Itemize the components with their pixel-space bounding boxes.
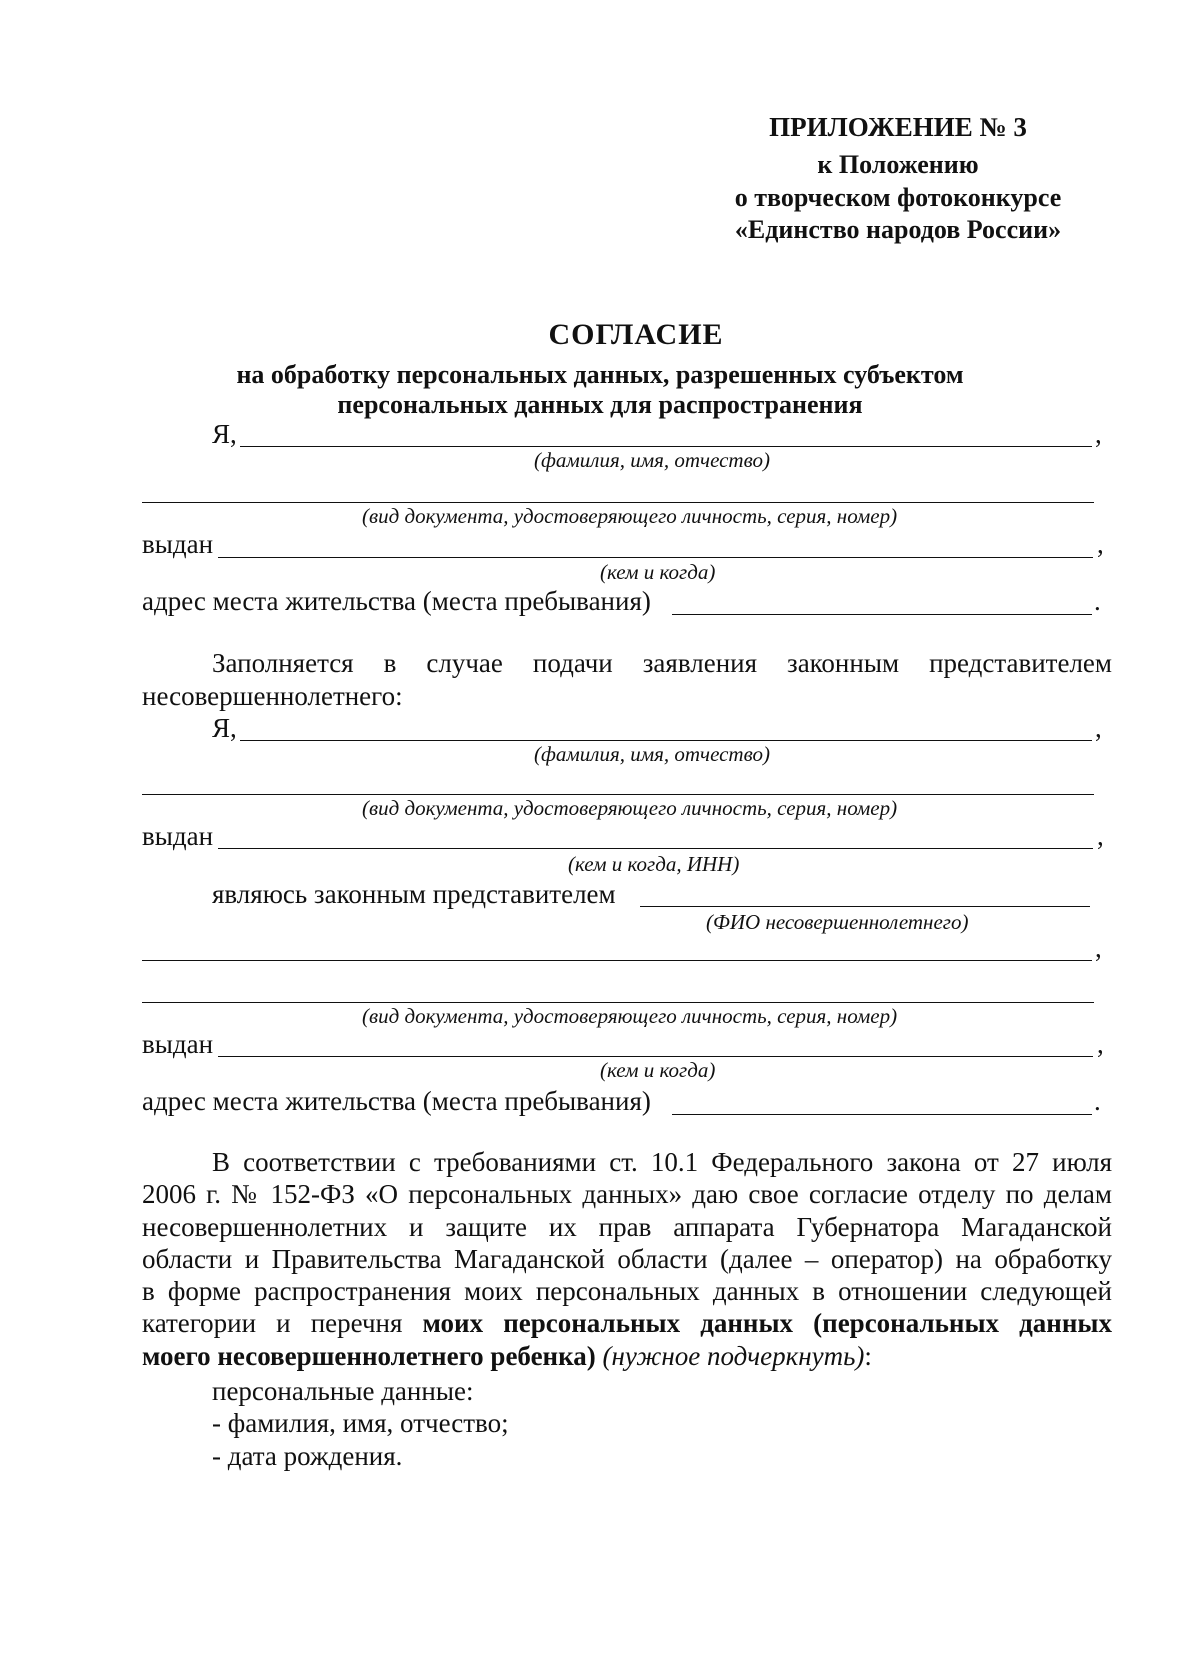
minor-id-document-field[interactable] <box>142 1002 1094 1003</box>
consent-line-4: области и Правительства Магаданской области (далее – оператор) на обработку <box>142 1243 1112 1274</box>
consent-line-6-start: категории и перечня <box>142 1308 423 1339</box>
minor-fio-field[interactable] <box>640 906 1090 907</box>
issued-field[interactable] <box>218 557 1093 558</box>
fio-caption: (фамилия, имя, отчество) <box>534 448 770 472</box>
minor-id-document-caption: (вид документа, удостоверяющего личность, серия, номер) <box>362 1004 898 1028</box>
fio-comma: , <box>1095 419 1102 449</box>
minor-address-label: адрес места жительства (места пребывания) <box>142 1086 651 1116</box>
rep-id-document-field[interactable] <box>142 794 1094 795</box>
appendix-contest: «Единство народов России» <box>734 215 1062 244</box>
document-subtitle-line1: на обработку персональных данных, разрешенных субъектом <box>236 360 964 389</box>
legal-representative-label: являюсь законным представителем <box>212 879 616 909</box>
appendix-number: ПРИЛОЖЕНИЕ № 3 <box>769 112 1027 142</box>
ya-label: Я, <box>212 419 237 449</box>
rep-issued-field[interactable] <box>218 848 1093 849</box>
consent-line-2: 2006 г. № 152-ФЗ «О персональных данных» даю свое согласие отделу по делам <box>142 1179 1112 1210</box>
rep-issued-label: выдан <box>142 821 214 851</box>
fio-field[interactable] <box>240 446 1092 447</box>
consent-line-7-bold: моего несовершеннолетнего ребенка) <box>142 1340 596 1371</box>
personal-data-item-1: - фамилия, имя, отчество; <box>212 1408 509 1438</box>
rep-issued-comma: , <box>1097 821 1104 851</box>
rep-fio-comma: , <box>1095 713 1102 743</box>
rep-fio-field[interactable] <box>240 740 1092 741</box>
address-field[interactable] <box>672 614 1092 615</box>
consent-line-7 <box>142 1340 1112 1372</box>
consent-line-6-bold: моих персональных данных (персональных данных <box>422 1308 1112 1339</box>
consent-line-1: В соответствии с требованиями ст. 10.1 Федерального закона от 27 июля <box>212 1147 1112 1177</box>
address-label: адрес места жительства (места пребывания) <box>142 586 651 616</box>
minor-issued-comma: , <box>1097 1029 1104 1059</box>
rep-issued-caption: (кем и когда, ИНН) <box>568 852 740 876</box>
address-period: . <box>1094 586 1101 616</box>
consent-line-3: несовершеннолетних и защите их прав аппарата Губернатора Магаданской <box>142 1211 1112 1242</box>
issued-comma: , <box>1097 529 1104 559</box>
document-title: СОГЛАСИЕ <box>548 318 724 351</box>
id-document-caption: (вид документа, удостоверяющего личность, серия, номер) <box>362 504 898 528</box>
representative-intro-line1: Заполняется в случае подачи заявления законным представителем <box>212 648 1112 678</box>
minor-extra-field[interactable] <box>142 960 1092 961</box>
document-subtitle-line2: персональных данных для распространения <box>337 390 863 419</box>
minor-address-period: . <box>1094 1086 1101 1116</box>
minor-address-field[interactable] <box>672 1114 1092 1115</box>
consent-line-7-colon: : <box>864 1340 872 1371</box>
personal-data-item-2: - дата рождения. <box>212 1441 403 1471</box>
minor-issued-field[interactable] <box>218 1056 1093 1057</box>
appendix-about: о творческом фотоконкурсе <box>734 183 1062 212</box>
minor-issued-caption: (кем и когда) <box>600 1058 716 1082</box>
personal-data-heading: персональные данные: <box>212 1376 474 1406</box>
consent-line-7-note: (нужное подчеркнуть) <box>595 1340 865 1371</box>
id-document-field[interactable] <box>142 502 1094 503</box>
rep-id-document-caption: (вид документа, удостоверяющего личность, серия, номер) <box>362 796 898 820</box>
minor-issued-label: выдан <box>142 1029 214 1059</box>
rep-fio-caption: (фамилия, имя, отчество) <box>534 742 770 766</box>
minor-fio-caption: (ФИО несовершеннолетнего) <box>706 910 969 934</box>
consent-line-5: в форме распространения моих персональных данных в отношении следующей <box>142 1276 1112 1307</box>
appendix-to: к Положению <box>817 150 979 179</box>
representative-intro-line2: несовершеннолетнего: <box>142 681 403 711</box>
consent-paragraph <box>142 1146 1112 1372</box>
rep-ya-label: Я, <box>212 713 237 743</box>
consent-line-6 <box>142 1307 1112 1339</box>
issued-label: выдан <box>142 529 214 559</box>
issued-caption: (кем и когда) <box>600 560 716 584</box>
minor-extra-comma: , <box>1095 933 1102 963</box>
